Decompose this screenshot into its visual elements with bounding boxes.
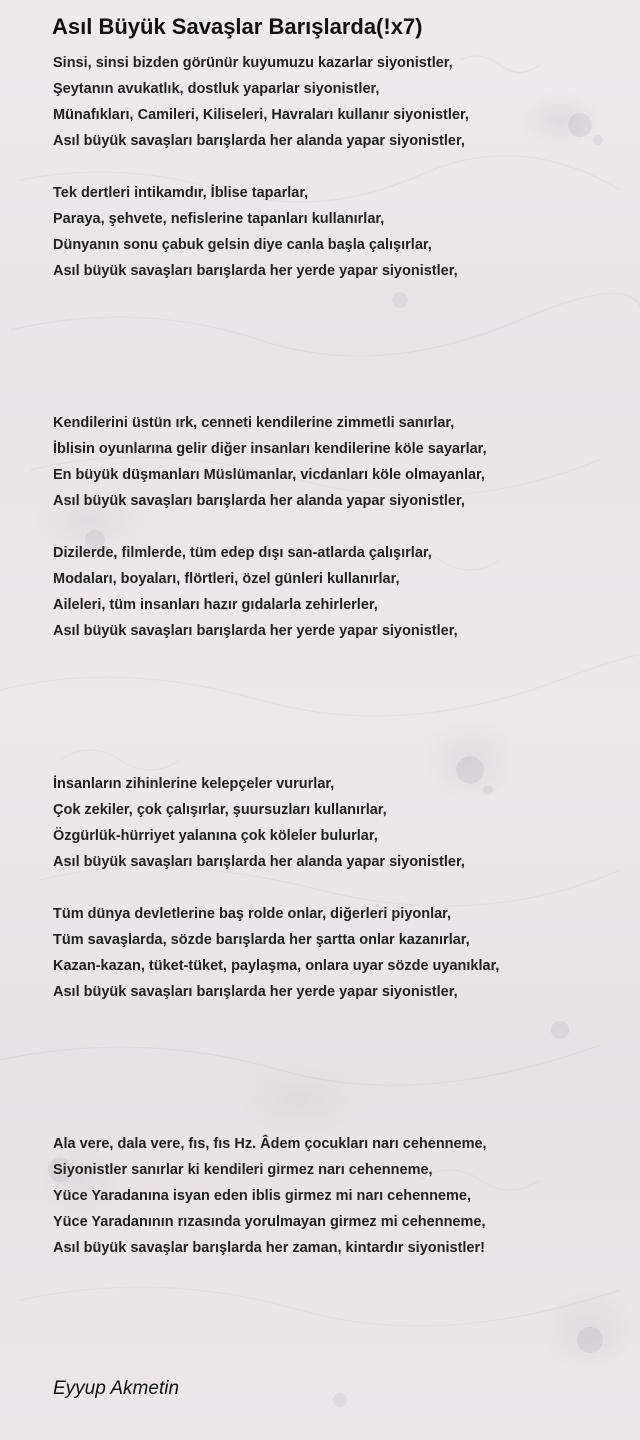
poem-line: Tüm savaşlarda, sözde barışlarda her şartta onlar kazanırlar,	[53, 932, 470, 948]
stanza-2	[53, 180, 613, 284]
poem-line: Asıl büyük savaşları barışlarda her alanda yapar siyonistler,	[53, 133, 465, 149]
stanza-3	[53, 410, 613, 514]
poem-line: Asıl büyük savaşları barışlarda her yerde yapar siyonistler,	[53, 984, 458, 1000]
poem-line: Asıl büyük savaşları barışlarda her yerde yapar siyonistler,	[53, 623, 458, 639]
poem-line: Dizilerde, filmlerde, tüm edep dışı san-atlarda çalışırlar,	[53, 545, 432, 561]
poem-line: Tüm dünya devletlerine baş rolde onlar, diğerleri piyonlar,	[53, 906, 452, 922]
poem-line: Münafıkları, Camileri, Kiliseleri, Havraları kullanır siyonistler,	[53, 107, 469, 123]
poem-line: Kazan-kazan, tüket-tüket, paylaşma, onlara uyar sözde uyanıklar,	[53, 958, 500, 974]
poem-line: Asıl büyük savaşlar barışlarda her zaman, kintardır siyonistler!	[53, 1240, 485, 1256]
stanza-1	[53, 50, 613, 154]
poem-line: Sinsi, sinsi bizden görünür kuyumuzu kazarlar siyonistler,	[53, 55, 453, 71]
poem-line: İblisin oyunlarına gelir diğer insanları kendilerine köle sayarlar,	[53, 441, 487, 457]
poem-line: Modaları, boyaları, flörtleri, özel günleri kullanırlar,	[53, 571, 400, 587]
poem-line: Şeytanın avukatlık, dostluk yaparlar siyonistler,	[53, 81, 380, 97]
poem-line: Asıl büyük savaşları barışlarda her alanda yapar siyonistler,	[53, 854, 465, 870]
poem-title: Asıl Büyük Savaşlar Barışlarda(!x7)	[52, 14, 423, 39]
stanza-5	[53, 771, 613, 875]
poem-line: Paraya, şehvete, nefislerine tapanları kullanırlar,	[53, 211, 385, 227]
poem-line: Çok zekiler, çok çalışırlar, şuursuzları kullanırlar,	[53, 802, 387, 818]
stanza-7	[53, 1131, 613, 1261]
poem-author: Eyyup Akmetin	[53, 1378, 180, 1399]
stanza-6	[53, 901, 613, 1005]
poem-line: Ala vere, dala vere, fıs, fıs Hz. Âdem çocukları narı cehenneme,	[53, 1136, 487, 1152]
poem-line: Yüce Yaradanına isyan eden iblis girmez mi narı cehenneme,	[53, 1188, 471, 1204]
poem-line: En büyük düşmanları Müslümanlar, vicdanları köle olmayanlar,	[53, 467, 485, 483]
poem-line: Asıl büyük savaşları barışlarda her yerde yapar siyonistler,	[53, 263, 458, 279]
poem-line: Aileleri, tüm insanları hazır gıdalarla zehirlerler,	[53, 597, 378, 613]
stanza-4	[53, 540, 613, 644]
poem-line: Siyonistler sanırlar ki kendileri girmez narı cehenneme,	[53, 1162, 433, 1178]
poem-line: İnsanların zihinlerine kelepçeler vururlar,	[53, 776, 335, 792]
poem-line: Yüce Yaradanının rızasında yorulmayan girmez mi cehenneme,	[53, 1214, 486, 1230]
poem-line: Özgürlük-hürriyet yalanına çok köleler bulurlar,	[53, 828, 378, 844]
poem-line: Asıl büyük savaşları barışlarda her alanda yapar siyonistler,	[53, 493, 465, 509]
poem-line: Kendilerini üstün ırk, cenneti kendilerine zimmetli sanırlar,	[53, 415, 455, 431]
poem-line: Tek dertleri intikamdır, İblise taparlar,	[53, 185, 309, 201]
poem-line: Dünyanın sonu çabuk gelsin diye canla başla çalışırlar,	[53, 237, 432, 253]
